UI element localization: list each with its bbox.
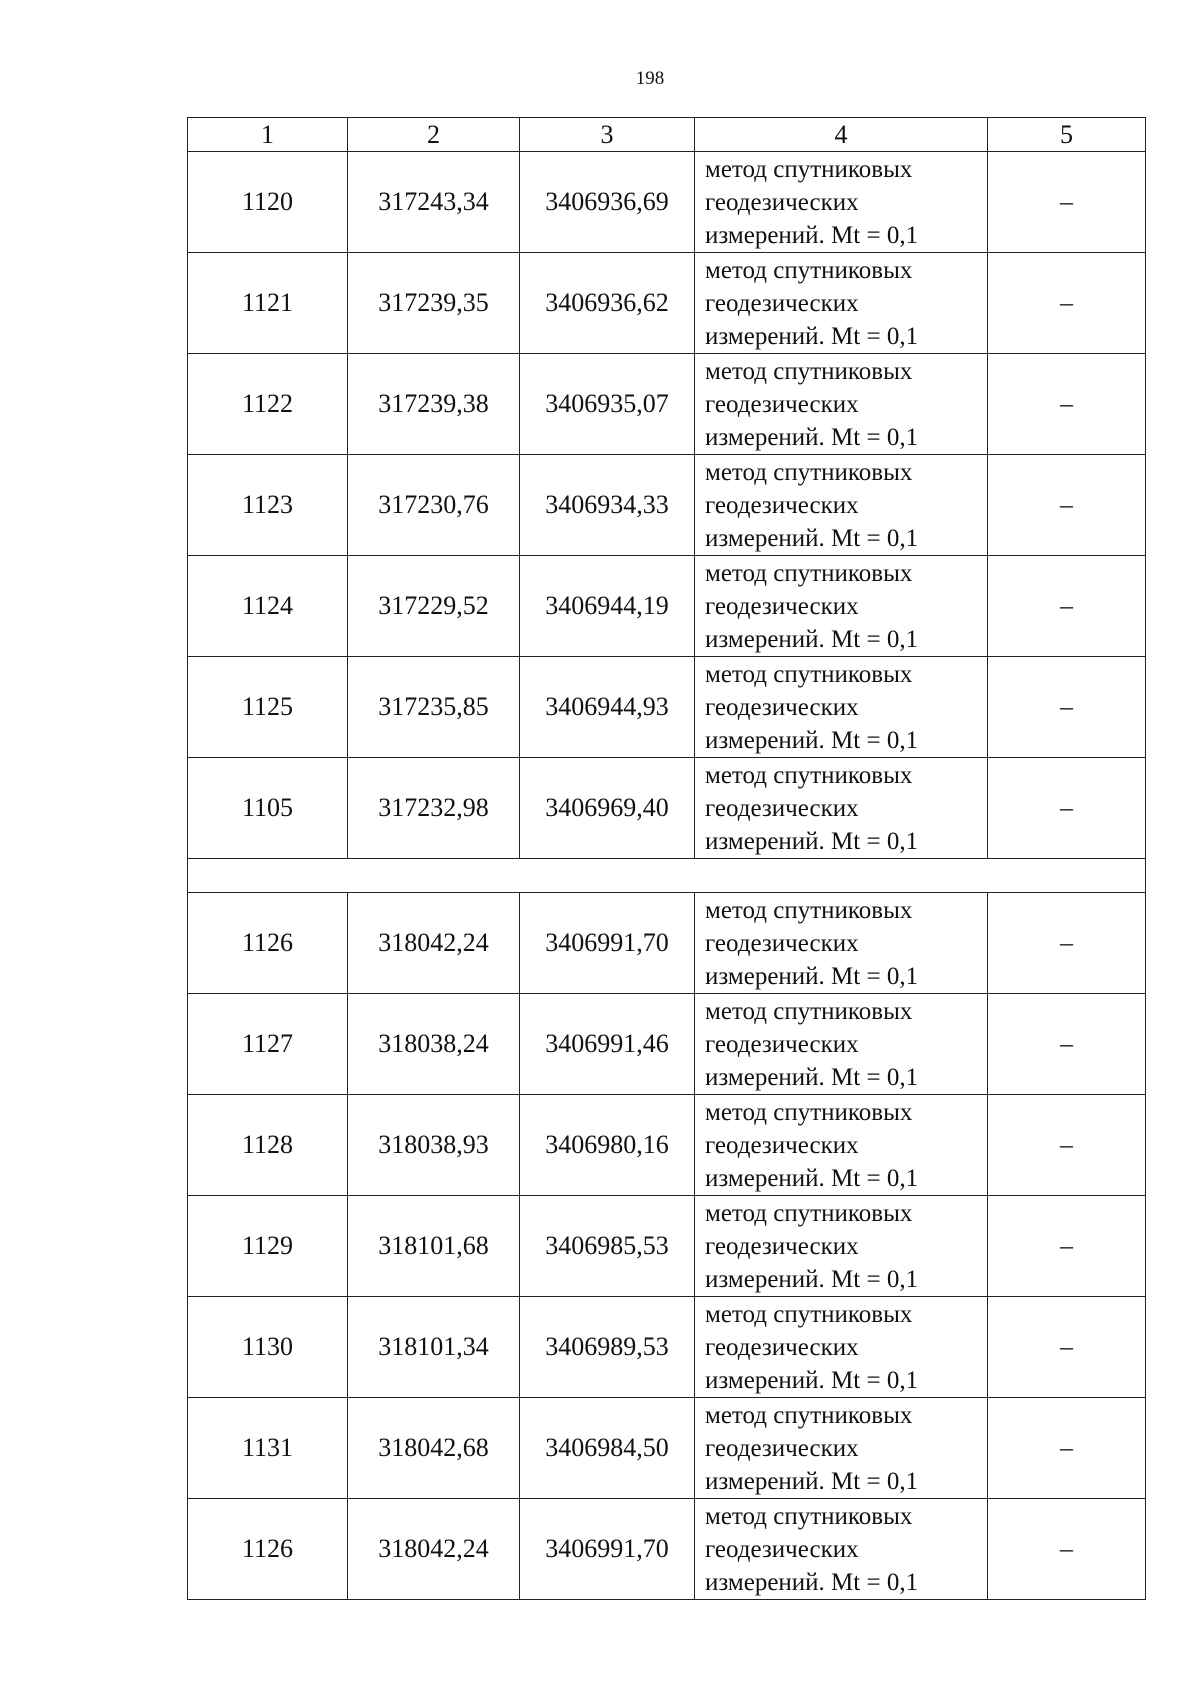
x-coordinate-cell: 317239,35 — [348, 253, 520, 354]
table-row — [188, 455, 1146, 556]
point-number-cell: 1121 — [188, 253, 348, 354]
method-line: измерений. Mt = 0,1 — [705, 625, 919, 653]
table-row — [188, 758, 1146, 859]
note-cell: – — [988, 253, 1146, 354]
method-line: измерений. Mt = 0,1 — [705, 423, 919, 451]
y-coordinate-cell: 3406936,69 — [520, 152, 695, 253]
method-line: геодезических — [705, 693, 859, 721]
y-coordinate-cell: 3406969,40 — [520, 758, 695, 859]
method-line: метод спутниковых — [705, 997, 913, 1025]
x-coordinate-cell: 318038,93 — [348, 1095, 520, 1196]
method-line: измерений. Mt = 0,1 — [705, 1265, 919, 1293]
column-header-4: 4 — [695, 118, 988, 152]
method-cell — [695, 1499, 988, 1600]
note-cell: – — [988, 1095, 1146, 1196]
table-row — [188, 253, 1146, 354]
point-number-cell: 1129 — [188, 1196, 348, 1297]
point-number-cell: 1126 — [188, 893, 348, 994]
method-line: измерений. Mt = 0,1 — [705, 726, 919, 754]
table-row — [188, 1297, 1146, 1398]
group-separator-row — [188, 859, 1146, 893]
note-cell: – — [988, 1196, 1146, 1297]
method-cell — [695, 253, 988, 354]
table-row — [188, 994, 1146, 1095]
page-number: 198 — [635, 68, 665, 89]
table-row — [188, 152, 1146, 253]
note-cell: – — [988, 1499, 1146, 1600]
x-coordinate-cell: 318042,68 — [348, 1398, 520, 1499]
method-cell — [695, 1398, 988, 1499]
x-coordinate-cell: 317243,34 — [348, 152, 520, 253]
point-number-cell: 1122 — [188, 354, 348, 455]
method-line: измерений. Mt = 0,1 — [705, 1063, 919, 1091]
method-line: метод спутниковых — [705, 896, 913, 924]
x-coordinate-cell: 318101,34 — [348, 1297, 520, 1398]
method-line: измерений. Mt = 0,1 — [705, 1366, 919, 1394]
method-line: метод спутниковых — [705, 660, 913, 688]
x-coordinate-cell: 317239,38 — [348, 354, 520, 455]
table-row — [188, 1398, 1146, 1499]
method-line: геодезических — [705, 1232, 859, 1260]
method-line: геодезических — [705, 1535, 859, 1563]
column-header-2: 2 — [348, 118, 520, 152]
column-header-3: 3 — [520, 118, 695, 152]
method-line: геодезических — [705, 1333, 859, 1361]
point-number-cell: 1123 — [188, 455, 348, 556]
column-header-5: 5 — [988, 118, 1146, 152]
method-line: измерений. Mt = 0,1 — [705, 524, 919, 552]
note-cell: – — [988, 455, 1146, 556]
note-cell: – — [988, 758, 1146, 859]
method-line: геодезических — [705, 1030, 859, 1058]
y-coordinate-cell: 3406944,19 — [520, 556, 695, 657]
method-line: геодезических — [705, 289, 859, 317]
y-coordinate-cell: 3406936,62 — [520, 253, 695, 354]
note-cell: – — [988, 152, 1146, 253]
point-number-cell: 1128 — [188, 1095, 348, 1196]
method-cell — [695, 556, 988, 657]
point-number-cell: 1105 — [188, 758, 348, 859]
y-coordinate-cell: 3406944,93 — [520, 657, 695, 758]
method-line: метод спутниковых — [705, 256, 913, 284]
note-cell: – — [988, 556, 1146, 657]
method-line: метод спутниковых — [705, 761, 913, 789]
note-cell: – — [988, 657, 1146, 758]
method-line: метод спутниковых — [705, 559, 913, 587]
method-line: геодезических — [705, 929, 859, 957]
table-row — [188, 1095, 1146, 1196]
method-line: измерений. Mt = 0,1 — [705, 827, 919, 855]
note-cell: – — [988, 893, 1146, 994]
method-line: измерений. Mt = 0,1 — [705, 221, 919, 249]
table-body — [188, 118, 1146, 1600]
y-coordinate-cell: 3406991,70 — [520, 1499, 695, 1600]
note-cell: – — [988, 354, 1146, 455]
table-row — [188, 556, 1146, 657]
method-line: метод спутниковых — [705, 1199, 913, 1227]
method-line: геодезических — [705, 592, 859, 620]
method-line: метод спутниковых — [705, 155, 913, 183]
method-line: метод спутниковых — [705, 357, 913, 385]
x-coordinate-cell: 318042,24 — [348, 1499, 520, 1600]
point-number-cell: 1125 — [188, 657, 348, 758]
method-cell — [695, 758, 988, 859]
x-coordinate-cell: 317232,98 — [348, 758, 520, 859]
y-coordinate-cell: 3406934,33 — [520, 455, 695, 556]
x-coordinate-cell: 318042,24 — [348, 893, 520, 994]
method-line: измерений. Mt = 0,1 — [705, 1164, 919, 1192]
point-number-cell: 1124 — [188, 556, 348, 657]
method-line: геодезических — [705, 794, 859, 822]
point-number-cell: 1131 — [188, 1398, 348, 1499]
x-coordinate-cell: 317235,85 — [348, 657, 520, 758]
column-header-1: 1 — [188, 118, 348, 152]
method-line: метод спутниковых — [705, 1401, 913, 1429]
y-coordinate-cell: 3406991,46 — [520, 994, 695, 1095]
x-coordinate-cell: 317229,52 — [348, 556, 520, 657]
table-row — [188, 893, 1146, 994]
x-coordinate-cell: 318101,68 — [348, 1196, 520, 1297]
method-cell — [695, 893, 988, 994]
note-cell: – — [988, 994, 1146, 1095]
method-cell — [695, 994, 988, 1095]
table-row — [188, 657, 1146, 758]
method-cell — [695, 1196, 988, 1297]
method-line: геодезических — [705, 1434, 859, 1462]
method-line: метод спутниковых — [705, 1502, 913, 1530]
method-line: метод спутниковых — [705, 1300, 913, 1328]
y-coordinate-cell: 3406980,16 — [520, 1095, 695, 1196]
y-coordinate-cell: 3406935,07 — [520, 354, 695, 455]
method-line: геодезических — [705, 1131, 859, 1159]
table-row — [188, 1499, 1146, 1600]
method-line: измерений. Mt = 0,1 — [705, 322, 919, 350]
method-line: измерений. Mt = 0,1 — [705, 1467, 919, 1495]
note-cell: – — [988, 1297, 1146, 1398]
x-coordinate-cell: 318038,24 — [348, 994, 520, 1095]
method-cell — [695, 1095, 988, 1196]
method-cell — [695, 1297, 988, 1398]
table-row — [188, 354, 1146, 455]
y-coordinate-cell: 3406991,70 — [520, 893, 695, 994]
point-number-cell: 1127 — [188, 994, 348, 1095]
method-line: метод спутниковых — [705, 1098, 913, 1126]
coordinates-table — [187, 117, 1146, 1600]
method-cell — [695, 152, 988, 253]
method-cell — [695, 657, 988, 758]
method-line: измерений. Mt = 0,1 — [705, 1568, 919, 1596]
table-row — [188, 1196, 1146, 1297]
point-number-cell: 1126 — [188, 1499, 348, 1600]
method-line: измерений. Mt = 0,1 — [705, 962, 919, 990]
group-separator-cell — [188, 859, 1146, 893]
x-coordinate-cell: 317230,76 — [348, 455, 520, 556]
point-number-cell: 1130 — [188, 1297, 348, 1398]
method-line: геодезических — [705, 491, 859, 519]
method-line: метод спутниковых — [705, 458, 913, 486]
method-cell — [695, 455, 988, 556]
method-cell — [695, 354, 988, 455]
method-line: геодезических — [705, 188, 859, 216]
header-row — [188, 118, 1146, 152]
point-number-cell: 1120 — [188, 152, 348, 253]
y-coordinate-cell: 3406984,50 — [520, 1398, 695, 1499]
method-line: геодезических — [705, 390, 859, 418]
note-cell: – — [988, 1398, 1146, 1499]
y-coordinate-cell: 3406989,53 — [520, 1297, 695, 1398]
y-coordinate-cell: 3406985,53 — [520, 1196, 695, 1297]
